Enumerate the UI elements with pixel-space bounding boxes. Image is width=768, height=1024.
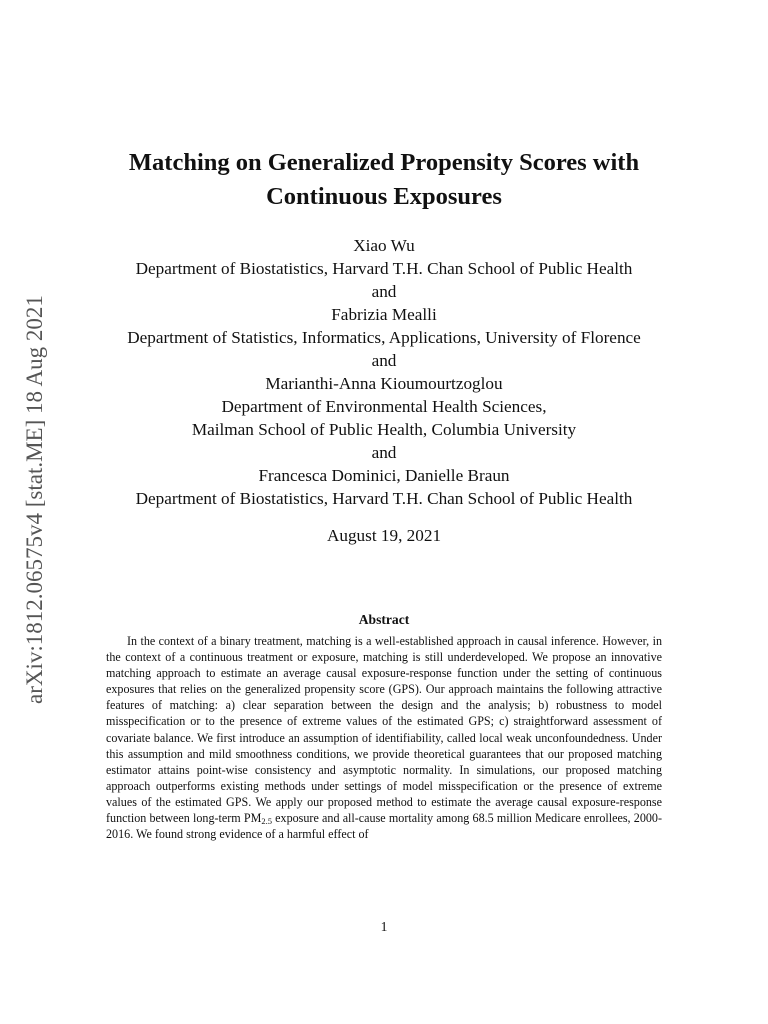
author-separator: and bbox=[371, 282, 397, 301]
author-affiliation: Department of Statistics, Informatics, Applications, University of Florence bbox=[127, 328, 641, 347]
author-name: Fabrizia Mealli bbox=[331, 305, 437, 324]
author-block bbox=[40, 234, 728, 510]
title-line-2: Continuous Exposures bbox=[266, 183, 502, 210]
arxiv-identifier-stamp: arXiv:1812.06575v4 [stat.ME] 18 Aug 2021 bbox=[22, 295, 47, 705]
author-affiliation: Mailman School of Public Health, Columbia University bbox=[191, 420, 577, 439]
author-separator: and bbox=[371, 443, 397, 462]
abstract-heading: Abstract bbox=[358, 612, 410, 627]
title-line-1: Matching on Generalized Propensity Scores with bbox=[128, 149, 640, 176]
page-number: 1 bbox=[380, 919, 388, 934]
paper-title bbox=[60, 146, 708, 214]
author-separator: and bbox=[371, 351, 397, 370]
author-affiliation: Department of Biostatistics, Harvard T.H. Chan School of Public Health bbox=[135, 259, 633, 278]
author-affiliation: Department of Biostatistics, Harvard T.H. Chan School of Public Health bbox=[135, 489, 633, 508]
author-name: Francesca Dominici, Danielle Braun bbox=[258, 466, 510, 485]
author-affiliation: Department of Environmental Health Sciences, bbox=[221, 397, 547, 416]
abstract-text-part-2: exposure and all-cause mortality among 68.5 million Medicare enrollees, 2000-2016. We found strong evidence of a harmful effect of bbox=[106, 811, 662, 842]
pm25-subscript: 2.5 bbox=[261, 816, 272, 827]
abstract-text-part-1: In the context of a binary treatment, matching is a well-established approach in causal inference. However, in the context of a continuous treatment or exposure, matching is still underdeveloped. We propose an innovative matching approach to estimate an average causal exposure-response function under the setting of continuous exposures that relies on the generalized propensity score (GPS). Our approach maintains the following attractive features of matching: a) clear separation between the design and the analysis; b) robustness to model misspecification or to the presence of extreme values of the estimated GPS; c) straightforward assessment of covariate balance. We first introduce an assumption of identifiability, called local weak unconfoundedness. Under this assumption and mild smoothness conditions, we provide theoretical guarantees that our proposed matching estimator attains point-wise consistency and asymptotic normality. In simulations, our proposed matching approach outperforms existing methods under settings of model misspecification or the presence of extreme values of the estimated GPS. We apply our proposed method to estimate the average causal exposure-response function between long-term PM bbox=[106, 634, 662, 826]
author-name: Xiao Wu bbox=[353, 236, 415, 255]
abstract-text bbox=[106, 633, 662, 842]
paper-date: August 19, 2021 bbox=[326, 526, 442, 545]
author-name: Marianthi-Anna Kioumourtzoglou bbox=[265, 374, 503, 393]
